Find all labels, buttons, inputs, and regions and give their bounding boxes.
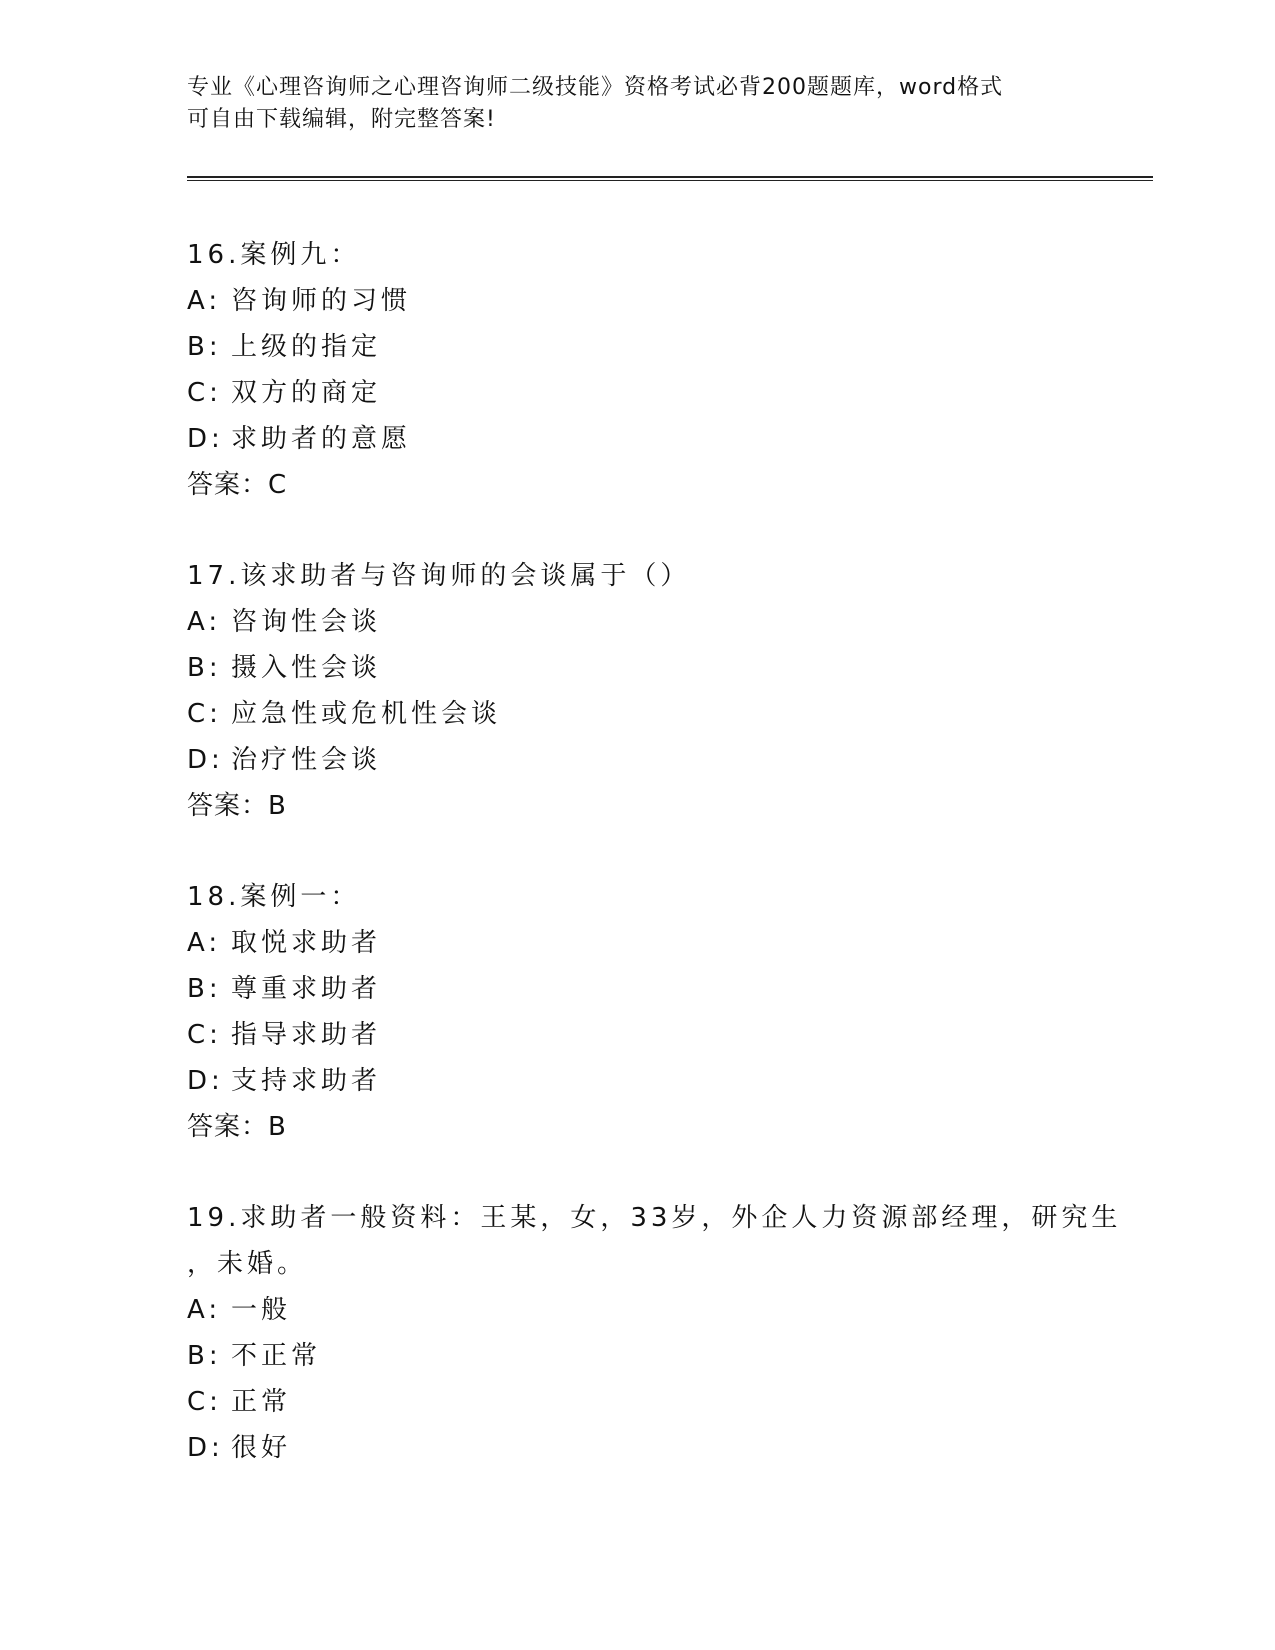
option-letter: B:: [187, 1341, 222, 1371]
option-text: 应急性或危机性会谈: [231, 699, 502, 729]
question-list: [187, 232, 1122, 1516]
option-d: [187, 1058, 1087, 1104]
option-letter: A:: [187, 286, 222, 316]
question-title: 19.求助者一般资料：王某，女，33岁，外企人力资源部经理，研究生: [187, 1203, 1122, 1233]
option-c: [187, 691, 1087, 737]
question-title: 18.案例一：: [187, 882, 361, 912]
document-header: [187, 72, 1087, 136]
option-letter: B:: [187, 653, 222, 683]
option-letter: C:: [187, 699, 222, 729]
option-a: [187, 278, 1087, 324]
option-d: [187, 1425, 1087, 1471]
answer-text: 答案：B: [187, 791, 287, 821]
option-text: 咨询性会谈: [231, 607, 382, 637]
option-b: [187, 645, 1087, 691]
option-c: [187, 1379, 1087, 1425]
option-letter: A:: [187, 607, 222, 637]
option-b: [187, 324, 1087, 370]
option-letter: C:: [187, 378, 222, 408]
option-text: 摄入性会谈: [231, 653, 382, 683]
option-letter: D:: [187, 1433, 224, 1463]
option-text: 双方的商定: [231, 378, 382, 408]
option-text: 一般: [231, 1295, 292, 1325]
option-text: 不正常: [231, 1341, 322, 1371]
option-a: [187, 1287, 1087, 1333]
option-text: 正常: [231, 1387, 292, 1417]
question-19: [187, 1195, 1122, 1471]
option-text: 上级的指定: [231, 332, 382, 362]
question-16: [187, 232, 1087, 508]
header-line-2: 可自由下载编辑，附完整答案!: [187, 107, 496, 132]
question-title-continuation: ，未婚。: [187, 1249, 308, 1279]
option-letter: D:: [187, 1066, 224, 1096]
question-18: [187, 874, 1087, 1150]
answer-text: 答案：B: [187, 1112, 287, 1142]
option-text: 很好: [231, 1433, 292, 1463]
option-text: 尊重求助者: [231, 974, 382, 1004]
option-text: 支持求助者: [231, 1066, 382, 1096]
option-a: [187, 599, 1087, 645]
question-title: 16.案例九：: [187, 240, 361, 270]
option-text: 咨询师的习惯: [231, 286, 412, 316]
option-letter: C:: [187, 1020, 222, 1050]
option-c: [187, 1012, 1087, 1058]
option-d: [187, 416, 1087, 462]
option-text: 求助者的意愿: [231, 424, 412, 454]
option-d: [187, 737, 1087, 783]
option-letter: D:: [187, 424, 224, 454]
option-text: 指导求助者: [231, 1020, 382, 1050]
option-text: 取悦求助者: [231, 928, 382, 958]
option-text: 治疗性会谈: [231, 745, 382, 775]
option-letter: A:: [187, 1295, 222, 1325]
option-letter: B:: [187, 974, 222, 1004]
question-title: 17.该求助者与咨询师的会谈属于（）: [187, 561, 691, 591]
option-a: [187, 920, 1087, 966]
question-17: [187, 553, 1087, 829]
option-letter: D:: [187, 745, 224, 775]
header-divider: [187, 176, 1153, 181]
option-c: [187, 370, 1087, 416]
answer-text: 答案：C: [187, 470, 288, 500]
header-line-1: 专业《心理咨询师之心理咨询师二级技能》资格考试必背200题题库，word格式: [187, 75, 1004, 100]
option-letter: B:: [187, 332, 222, 362]
option-letter: C:: [187, 1387, 222, 1417]
option-letter: A:: [187, 928, 222, 958]
option-b: [187, 966, 1087, 1012]
option-b: [187, 1333, 1087, 1379]
